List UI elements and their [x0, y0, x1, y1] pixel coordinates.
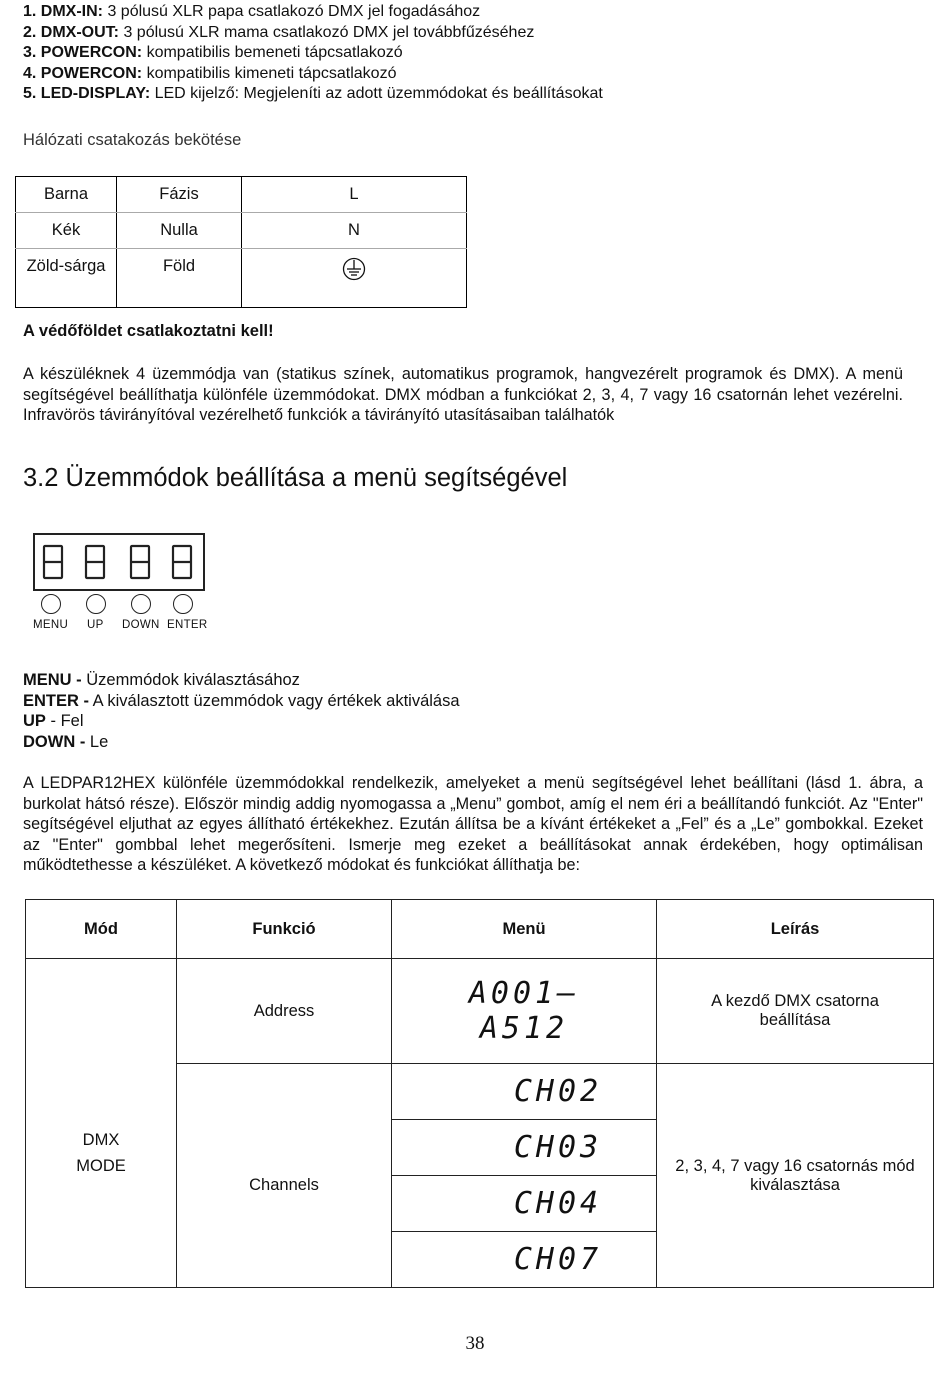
table-row: [16, 213, 467, 249]
wire-color: Zöld-sárga: [16, 249, 117, 308]
key-descriptions: [23, 670, 460, 752]
wiring-heading: Hálózati csatakozás bekötése: [23, 131, 242, 149]
list-item: DOWN - Le: [23, 732, 109, 751]
wiring-table: [15, 176, 467, 308]
column-header: Leírás: [657, 900, 934, 959]
description-cell: A kezdő DMX csatorna beállítása: [657, 959, 934, 1064]
mode-line: DMX: [82, 1131, 120, 1149]
led-display: [33, 533, 205, 591]
list-item: 4. POWERCON: kompatibilis kimeneti tápcsatlakozó: [23, 64, 397, 82]
menu-cell: [392, 959, 657, 1064]
list-item: 2. DMX-OUT: 3 pólusú XLR mama csatlakozó DMX jel továbbfűzéséhez: [23, 23, 535, 41]
list-item: 3. POWERCON: kompatibilis bemeneti tápcsatlakozó: [23, 44, 403, 61]
connector-list: [23, 2, 603, 105]
up-button-label: UP: [87, 619, 104, 631]
menu-button-label: MENU: [33, 619, 69, 631]
list-item: 1. DMX-IN: 3 pólusú XLR papa csatlakozó DMX jel fogadásához: [23, 3, 481, 20]
menu-button[interactable]: [41, 594, 61, 614]
wire-symbol: L: [242, 177, 467, 213]
intro-paragraph: A készüléknek 4 üzemmódja van (statikus színek, automatikus programok, hangvezérelt programok és DMX). A menü segítségével beállíthatja különféle üzemmódokat. DMX módban a funkciókat 2, 3, 4, 7 vagy 16 csatornán lehet vezérelni. Infravörös távirányítóval vezérelhető funkciók a távirányító utasításaiban találhatók: [23, 365, 903, 424]
list-item: 5. LED-DISPLAY: LED kijelző: Megjeleníti az adott üzemmódokat és beállításokat: [23, 85, 603, 102]
section-title: 3.2 Üzemmódok beállítása a menü segítségével: [23, 464, 568, 492]
page-number: 38: [465, 1333, 485, 1354]
menu-display: A512: [479, 1011, 569, 1046]
list-item: MENU - Üzemmódok kiválasztásához: [23, 671, 300, 689]
menu-display: CH03: [392, 1120, 657, 1176]
ground-icon: [342, 257, 366, 281]
segment-digits-icon: [35, 535, 203, 589]
function-cell: Address: [177, 959, 392, 1064]
table-row: [16, 177, 467, 213]
wire-color: Barna: [16, 177, 117, 213]
mode-line: MODE: [76, 1157, 126, 1175]
ground-warning: A védőföldet csatlakoztatni kell!: [23, 322, 274, 340]
list-item: UP - Fel: [23, 712, 84, 730]
enter-button[interactable]: [173, 594, 193, 614]
down-button-label: DOWN: [122, 619, 160, 631]
enter-button-label: ENTER: [167, 619, 208, 631]
function-cell: Channels: [177, 1064, 392, 1288]
wire-role: Fázis: [117, 177, 242, 213]
menu-paragraph: A LEDPAR12HEX különféle üzemmódokkal rendelkezik, amelyeket a menü segítségével lehet beállítani (lásd 1. ábra, a burkolat hátsó része). Először mindig addig nyomogassa a „Menu” gombot, amíg el nem éri a beállítandó funkciót. Az "Enter" segítségével eljuthat az egyes állítható értékekhez. Ezután állítsa be a kívánt értékeket a „Fel” és a „Le” gombokkal. Ezeket az "Enter" gombbal lehet megerősíteni. Ismerje meg ezeket a beállításokat annak érdekében, hogy optimálisan működtethesse a készüléket. A következő módokat és funkciókat állíthatja be:: [23, 774, 923, 874]
up-button[interactable]: [86, 594, 106, 614]
column-header: Mód: [26, 900, 177, 959]
wire-color: Kék: [16, 213, 117, 249]
table-row: [16, 249, 467, 308]
wire-symbol: [242, 249, 467, 308]
table-row: [26, 959, 934, 1064]
description-cell: 2, 3, 4, 7 vagy 16 csatornás mód kiválasztása: [657, 1064, 934, 1288]
column-header: Menü: [392, 900, 657, 959]
down-button[interactable]: [131, 594, 151, 614]
menu-display: A001–: [468, 976, 580, 1011]
column-header: Funkció: [177, 900, 392, 959]
wire-role: Nulla: [117, 213, 242, 249]
list-item: ENTER - A kiválasztott üzemmódok vagy értékek aktiválása: [23, 691, 460, 710]
wire-role: Föld: [117, 249, 242, 308]
menu-display: CH07: [392, 1232, 657, 1288]
table-header-row: [26, 900, 934, 959]
menu-display: CH04: [392, 1176, 657, 1232]
wire-symbol: N: [242, 213, 467, 249]
mode-cell: [26, 959, 177, 1288]
menu-display: CH02: [392, 1064, 657, 1120]
mode-table: [25, 899, 934, 1288]
